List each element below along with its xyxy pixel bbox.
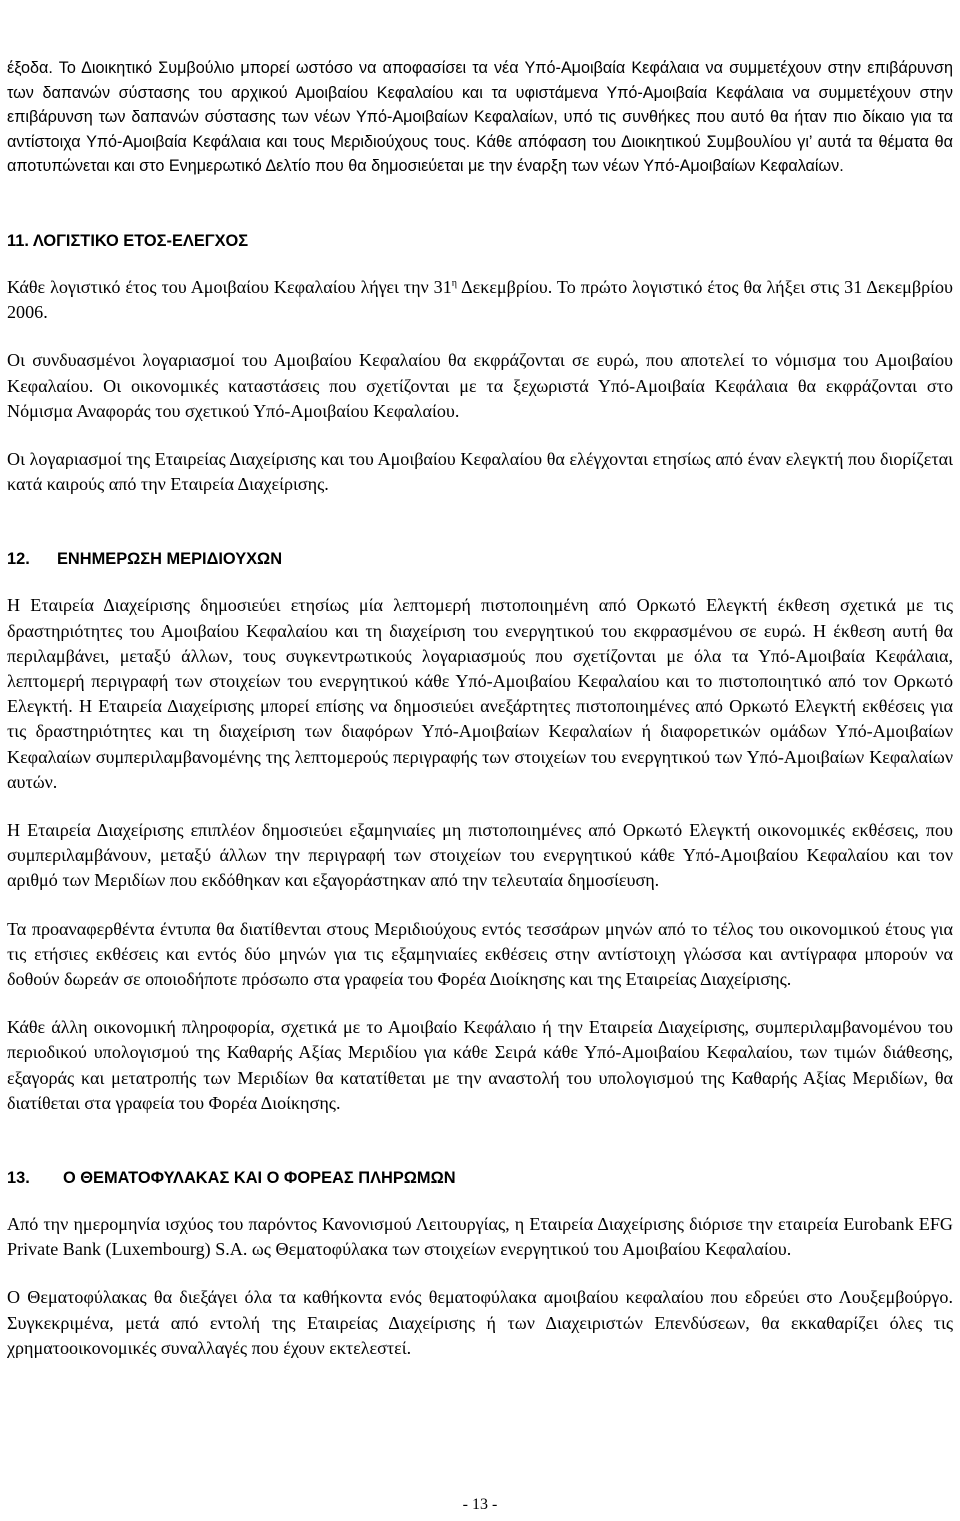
section-12-paragraph-4: Κάθε άλλη οικονομική πληροφορία, σχετικά με το Αμοιβαίο Κεφάλαιο ή την Εταιρεία Διαχείρισης, συμπεριλαμβανομένου του περιοδικού υπολογισμού της Καθαρής Αξίας Μεριδίου για κάθε Σειρά κάθε Υπό-Αμοιβαίου Κεφαλαίου, των τιμών διάθεσης, εξαγοράς και μετατροπής των Μεριδίων θα κατατίθεται με την αναστολή του υπολογισμού της Καθαρής Αξίας Μεριδίων, θα διατίθεται στα γραφεία του Φορέα Διοίκησης. bbox=[7, 1017, 953, 1113]
section-11-paragraph-1: Κάθε λογιστικό έτος του Αμοιβαίου Κεφαλαίου λήγει την $31^\eta$ Δεκεμβρίου. Το πρώτο λογιστικό έτος θα λήξει στις 31 Δεκεμβρίου 2006. bbox=[7, 276, 953, 323]
section-12-paragraph-1: Η Εταιρεία Διαχείρισης δημοσιεύει ετησίως μία λεπτομερή πιστοποιημένη από Ορκωτό Ελεγκτή έκθεση σχετικά με τις δραστηριότητες του Αμοιβαίου Κεφαλαίου και τη διαχείριση του ενεργητικού του εκφρασμένου σε ευρώ. Η έκθεση αυτή θα περιλαμβάνει, μεταξύ άλλων, τους συγκεντρωτικούς λογαριασμούς που σχετίζονται με όλα τα Υπό-Αμοιβαία Κεφάλαια, λεπτομερή περιγραφή των στοιχείων του ενεργητικού κάθε Υπό-Αμοιβαίου Κεφαλαίου και το πιστοποιητικό από τον Ορκωτό Ελεγκτή. Η Εταιρεία Διαχείρισης μπορεί επίσης να δημοσιεύει ανεξάρτητες πιστοποιημένες από Ορκωτό Ελεγκτή εκθέσεις για τις δραστηριότητες και τη διαχείριση των διαφόρων Υπό-Αμοιβαίων Κεφαλαίων ή διαφορετικών ομάδων Υπό-Αμοιβαίων Κεφαλαίων συμπεριλαμβανομένης της λεπτομερούς περιγραφής των στοιχείων του ενεργητικού των Υπό-Αμοιβαίων Κεφαλαίων αυτών. bbox=[7, 595, 953, 792]
section-11-paragraph-2: Οι συνδυασμένοι λογαριασμοί του Αμοιβαίου Κεφαλαίου θα εκφράζονται σε ευρώ, που αποτελεί το νόμισμα του Αμοιβαίου Κεφαλαίου. Οι οικονομικές καταστάσεις που σχετίζονται με τα ξεχωριστά Υπό-Αμοιβαία Κεφάλαια θα εκφράζονται στο Νόμισμα Αναφοράς του σχετικού Υπό-Αμοιβαίου Κεφαλαίου. bbox=[7, 350, 953, 421]
section-11-paragraph-3: Οι λογαριασμοί της Εταιρείας Διαχείρισης και του Αμοιβαίου Κεφαλαίου θα ελέγχονται ετησίως από έναν ελεγκτή που διορίζεται κατά καιρούς από την Εταιρεία Διαχείρισης. bbox=[7, 448, 953, 495]
ordinal-superscript: η bbox=[451, 277, 458, 289]
section-12-heading: 12. ΕΝΗΜΕΡΩΣΗ ΜΕΡΙΔΙΟΥΧΩΝ bbox=[7, 550, 283, 569]
intro-paragraph: έξοδα. Το Διοικητικό Συμβούλιο μπορεί ωστόσο να αποφασίσει τα νέα Υπό-Αμοιβαία Κεφάλαια να συμμετέχουν στην επιβάρυνση των δαπανών σύστασης του αρχικού Αμοιβαίου Κεφαλαίου και τα υφιστάμενα Υπό-Αμοιβαία Κεφάλαια να συμμετέχουν στην επιβάρυνση των δαπανών σύστασης των νέων Υπό-Αμοιβαίων Κεφαλαίων, υπό τις συνθήκες που αυτό θα ήταν πιο δίκαιο για τα αντίστοιχα Υπό-Αμοιβαία Κεφάλαια και τους Μεριδιούχους τους. Κάθε απόφαση του Διοικητικού Συμβουλίου γι’ αυτά τα θέματα θα αποτυπώνεται και στο Ενημερωτικό Δελτίο που θα δημοσιεύεται με την έναρξη των νέων Υπό-Αμοιβαίων Κεφαλαίων. bbox=[7, 59, 953, 176]
section-13-paragraph-2: Ο Θεματοφύλακας θα διεξάγει όλα τα καθήκοντα ενός θεματοφύλακα αμοιβαίου κεφαλαίου που εδρεύει στο Λουξεμβούργο. Συγκεκριμένα, μετά από εντολή της Εταιρείας Διαχείρισης ή των Διαχειριστών Επενδύσεων, θα εκκαθαρίζει όλες τις χρηματοοικονομικές συναλλαγές που έχουν εκτελεστεί. bbox=[7, 1287, 953, 1358]
page-number: - 13 - bbox=[462, 1496, 498, 1513]
section-12-paragraph-2: Η Εταιρεία Διαχείρισης επιπλέον δημοσιεύει εξαμηνιαίες μη πιστοποιημένες από Ορκωτό Ελεγκτή οικονομικές εκθέσεις, που συμπεριλαμβάνουν, μεταξύ άλλων την περιγραφή των στοιχείων του ενεργητικού κάθε Υπό-Αμοιβαίου Κεφαλαίου και τον αριθμό των Μεριδίων που εκδόθηκαν και εξαγοράστηκαν από την τελευταία δημοσίευση. bbox=[7, 820, 953, 891]
section-11-heading: 11. ΛΟΓΙΣΤΙΚΟ ΕΤΟΣ-ΕΛΕΓΧΟΣ bbox=[7, 231, 249, 250]
section-12-paragraph-3: Τα προαναφερθέντα έντυπα θα διατίθενται στους Μεριδιούχους εντός τεσσάρων μηνών από το τέλος του οικονομικού έτους για τις ετήσιες εκθέσεις και εντός δύο μηνών για τις εξαμηνιαίες εκθέσεις στην αντίστοιχη γλώσσα και αντίγραφα μπορούν να δοθούν δωρεάν σε οποιοδήποτε πρόσωπο στα γραφεία του Φορέα Διοίκησης και της Εταιρείας Διαχείρισης. bbox=[7, 918, 953, 990]
section-13-paragraph-1: Από την ημερομηνία ισχύος του παρόντος Κανονισμού Λειτουργίας, η Εταιρεία Διαχείρισης διόρισε την εταιρεία Eurobank EFG Private Bank (Luxembourg) S.A. ως Θεματοφύλακα των στοιχείων ενεργητικού του Αμοιβαίου Κεφαλαίου. bbox=[7, 1214, 953, 1260]
section-13-heading: 13. Ο ΘΕΜΑΤΟΦΥΛΑΚΑΣ ΚΑΙ Ο ΦΟΡΕΑΣ ΠΛΗΡΩΜΩΝ bbox=[7, 1169, 456, 1188]
